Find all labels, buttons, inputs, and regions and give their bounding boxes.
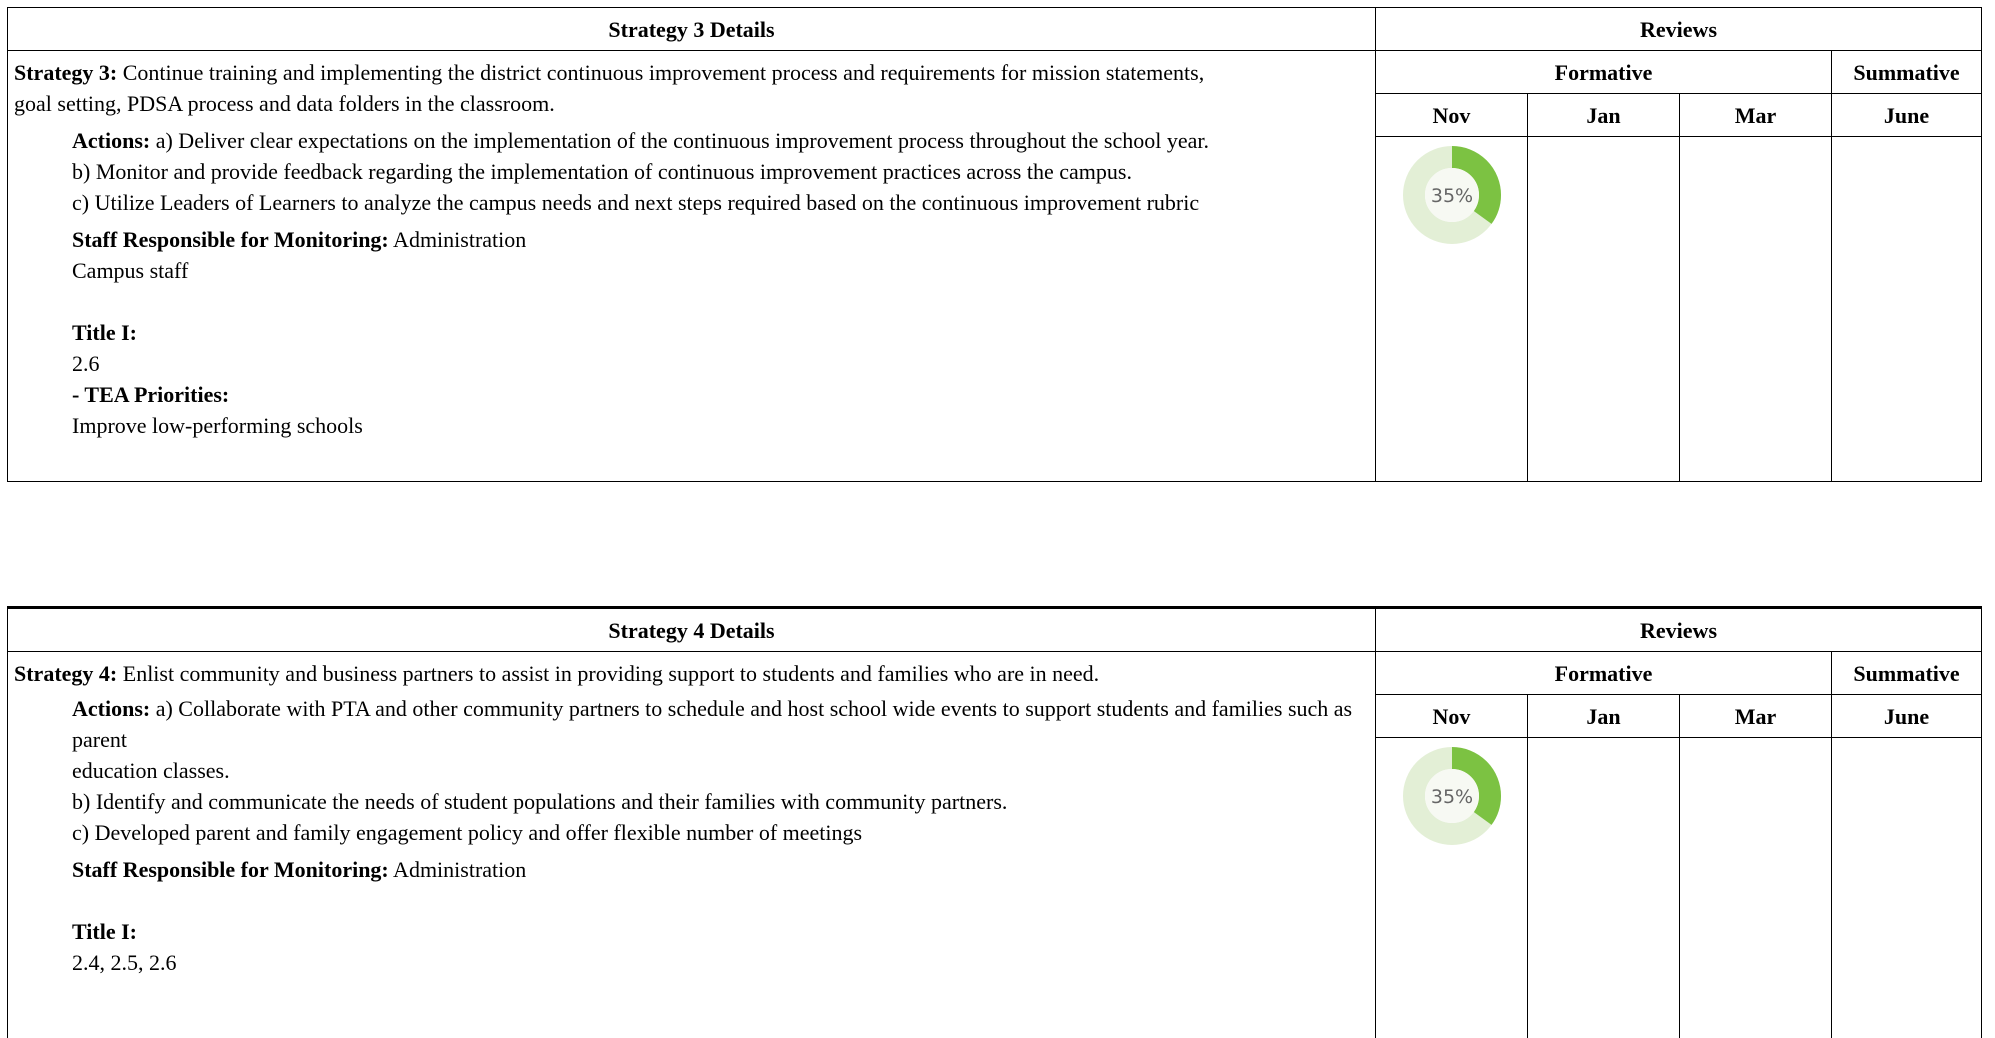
action-item: a) Collaborate with PTA and other community partners to schedule and host school wide events to support students and families such as parent xyxy=(72,696,1352,752)
strategy-text: Enlist community and business partners to assist in providing support to students and families who are in need. xyxy=(117,661,1099,686)
staff-block xyxy=(14,224,1369,286)
title-value: 2.4, 2.5, 2.6 xyxy=(72,950,177,975)
strategy-details-body xyxy=(8,652,1376,1038)
progress-ring-label: 35% xyxy=(1431,786,1473,808)
title-label: Title I: xyxy=(72,320,137,345)
strategy-3-table xyxy=(7,7,1982,482)
action-item: c) Utilize Leaders of Learners to analyze the campus needs and next steps required based on the continuous improvement rubric xyxy=(72,190,1199,215)
mar-review-cell xyxy=(1680,137,1832,482)
june-review-cell xyxy=(1832,137,1982,482)
strategy-details-header: Strategy 3 Details xyxy=(8,8,1376,51)
title-block xyxy=(14,916,1369,978)
summative-header: Summative xyxy=(1832,51,1982,94)
actions-label: Actions: xyxy=(72,696,150,721)
action-item: c) Developed parent and family engagement policy and offer flexible number of meetings xyxy=(72,820,862,845)
progress-ring xyxy=(1402,746,1502,846)
reviews-header: Reviews xyxy=(1376,8,1982,51)
strategy-text-continued: goal setting, PDSA process and data folders in the classroom. xyxy=(14,91,555,116)
month-nov: Nov xyxy=(1376,695,1528,738)
title-block xyxy=(14,317,1369,441)
mar-review-cell xyxy=(1680,738,1832,1038)
progress-ring xyxy=(1402,145,1502,245)
nov-review-cell xyxy=(1376,738,1528,1038)
strategy-description xyxy=(14,658,1369,689)
tea-value: Improve low-performing schools xyxy=(72,413,363,438)
month-june: June xyxy=(1832,695,1982,738)
action-item: b) Identify and communicate the needs of student populations and their families with community partners. xyxy=(72,789,1007,814)
actions-block xyxy=(14,125,1369,218)
progress-ring-label: 35% xyxy=(1431,185,1473,207)
jan-review-cell xyxy=(1528,738,1680,1038)
actions-block xyxy=(14,693,1369,848)
staff-label: Staff Responsible for Monitoring: xyxy=(72,857,389,882)
tea-label: - TEA Priorities: xyxy=(72,382,229,407)
formative-header: Formative xyxy=(1376,652,1832,695)
staff-block xyxy=(14,854,1369,885)
staff-label: Staff Responsible for Monitoring: xyxy=(72,227,389,252)
action-item: education classes. xyxy=(72,758,230,783)
strategy-details-header: Strategy 4 Details xyxy=(8,608,1376,652)
month-june: June xyxy=(1832,94,1982,137)
title-value: 2.6 xyxy=(72,351,100,376)
month-jan: Jan xyxy=(1528,94,1680,137)
strategy-description xyxy=(14,57,1369,119)
reviews-header: Reviews xyxy=(1376,608,1982,652)
actions-label: Actions: xyxy=(72,128,150,153)
month-jan: Jan xyxy=(1528,695,1680,738)
nov-review-cell xyxy=(1376,137,1528,482)
strategy-details-body xyxy=(8,51,1376,482)
action-item: b) Monitor and provide feedback regarding the implementation of continuous improvement practices across the campus. xyxy=(72,159,1132,184)
month-mar: Mar xyxy=(1680,695,1832,738)
jan-review-cell xyxy=(1528,137,1680,482)
month-mar: Mar xyxy=(1680,94,1832,137)
action-item: a) Deliver clear expectations on the implementation of the continuous improvement process throughout the school year. xyxy=(150,128,1209,153)
june-review-cell xyxy=(1832,738,1982,1038)
summative-header: Summative xyxy=(1832,652,1982,695)
strategy-text: Continue training and implementing the district continuous improvement process and requirements for mission statements, xyxy=(117,60,1204,85)
staff-value-2: Campus staff xyxy=(72,258,188,283)
staff-value: Administration xyxy=(389,857,527,882)
title-label: Title I: xyxy=(72,919,137,944)
strategy-label: Strategy 4: xyxy=(14,661,117,686)
staff-value: Administration xyxy=(389,227,527,252)
strategy-4-table xyxy=(7,606,1982,1038)
month-nov: Nov xyxy=(1376,94,1528,137)
formative-header: Formative xyxy=(1376,51,1832,94)
strategy-label: Strategy 3: xyxy=(14,60,117,85)
